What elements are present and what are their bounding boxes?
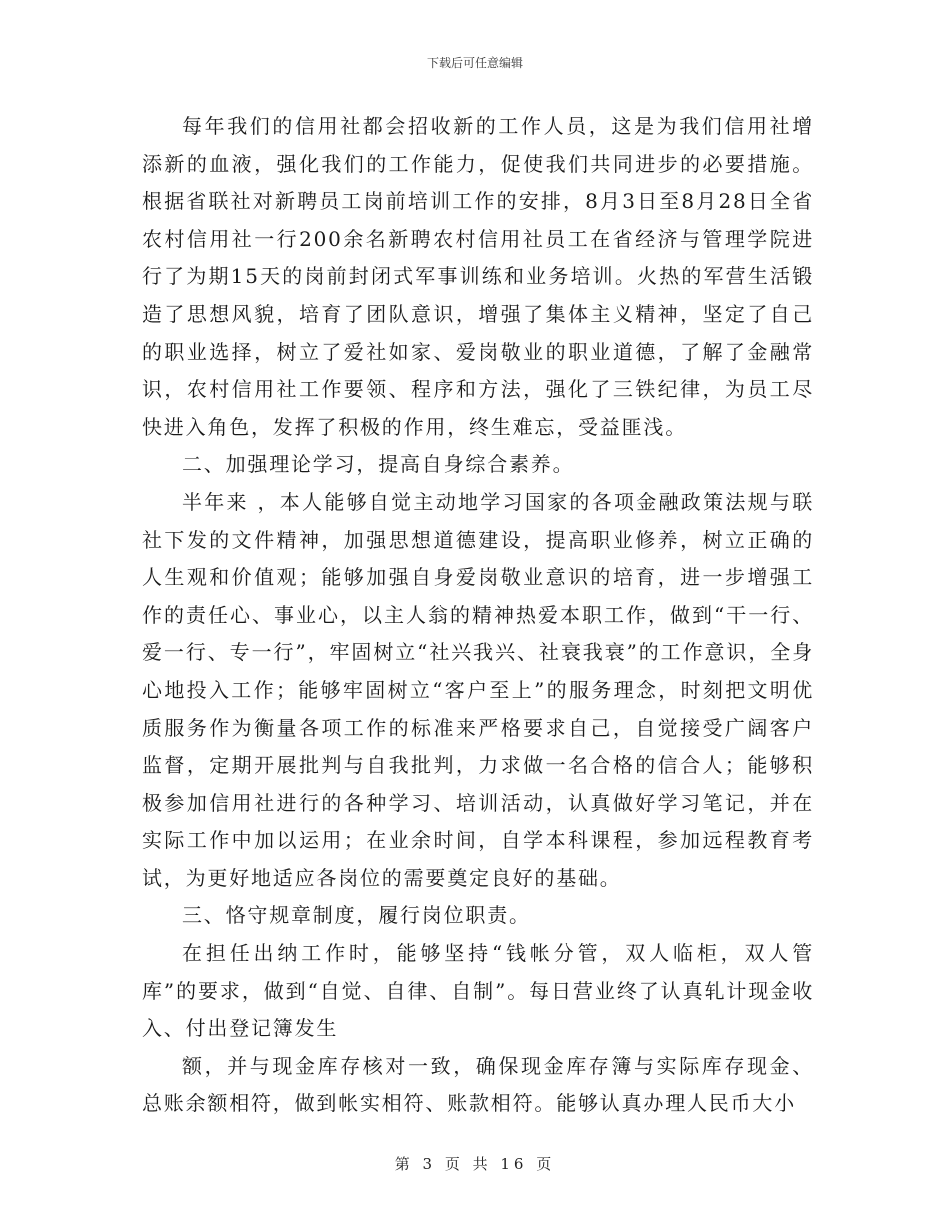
section-heading-2: 二、加强理论学习，提高自身综合素养。 bbox=[182, 452, 575, 477]
page-footer: 第 3 页 共 16 页 bbox=[394, 1155, 556, 1173]
paragraph-intro: 每年我们的信用社都会招收新的工作人员，这是为我们信用社增添新的血液，强化我们的工作能力，促使我们共同进步的必要措施。根据省联社对新聘员工岗前培训工作的安排，8月3日至8月28日全省农村信用社一行200余名新聘农村信用社员工在省经济与管理学院进行了为期15天的岗前封闭式军事训练和业务培训。火热的军营生活锻造了思想风貌，培育了团队意识，增强了集体主义精神，坚定了自己的职业选择，树立了爱社如家、爱岗敬业的职业道德，了解了金融常识，农村信用社工作要领、程序和方法，强化了三铁纪律，为员工尽快进入角色，发挥了积极的作用，终生难忘，受益匪浅。 bbox=[142, 114, 814, 439]
paragraph-cashier-duty-continued: 额，并与现金库存核对一致，确保现金库存簿与实际库存现金、总账余额相符，做到帐实相符、账款相符。能够认真办理人民币大小 bbox=[142, 1053, 814, 1116]
paragraph-theory-study: 半年来 ，本人能够自觉主动地学习国家的各项金融政策法规与联社下发的文件精神，加强思想道德建设，提高职业修养，树立正确的人生观和价值观；能够加强自身爱岗敬业意识的培育，进一步增强工作的责任心、事业心，以主人翁的精神热爱本职工作，做到“干一行、爱一行、专一行”，牢固树立“社兴我兴、社衰我衰”的工作意识，全身心地投入工作；能够牢固树立“客户至上”的服务理念，时刻把文明优质服务作为衡量各项工作的标准来严格要求自己，自觉接受广阔客户监督，定期开展批判与自我批判，力求做一名合格的信合人；能够积极参加信用社进行的各种学习、培训活动，认真做好学习笔记，并在实际工作中加以运用；在业余时间，自学本科课程，参加远程教育考试，为更好地适应各岗位的需要奠定良好的基础。 bbox=[142, 489, 814, 890]
page-header: 下载后可任意编辑 bbox=[426, 56, 523, 70]
paragraph-cashier-duty: 在担任出纳工作时，能够坚持“钱帐分管，双人临柜，双人管库”的要求，做到“自觉、自律、自制”。每日营业终了认真轧计现金收入、付出登记簿发生 bbox=[142, 941, 814, 1041]
document-body bbox=[142, 108, 814, 1123]
section-heading-3: 三、恪守规章制度，履行岗位职责。 bbox=[182, 903, 531, 928]
